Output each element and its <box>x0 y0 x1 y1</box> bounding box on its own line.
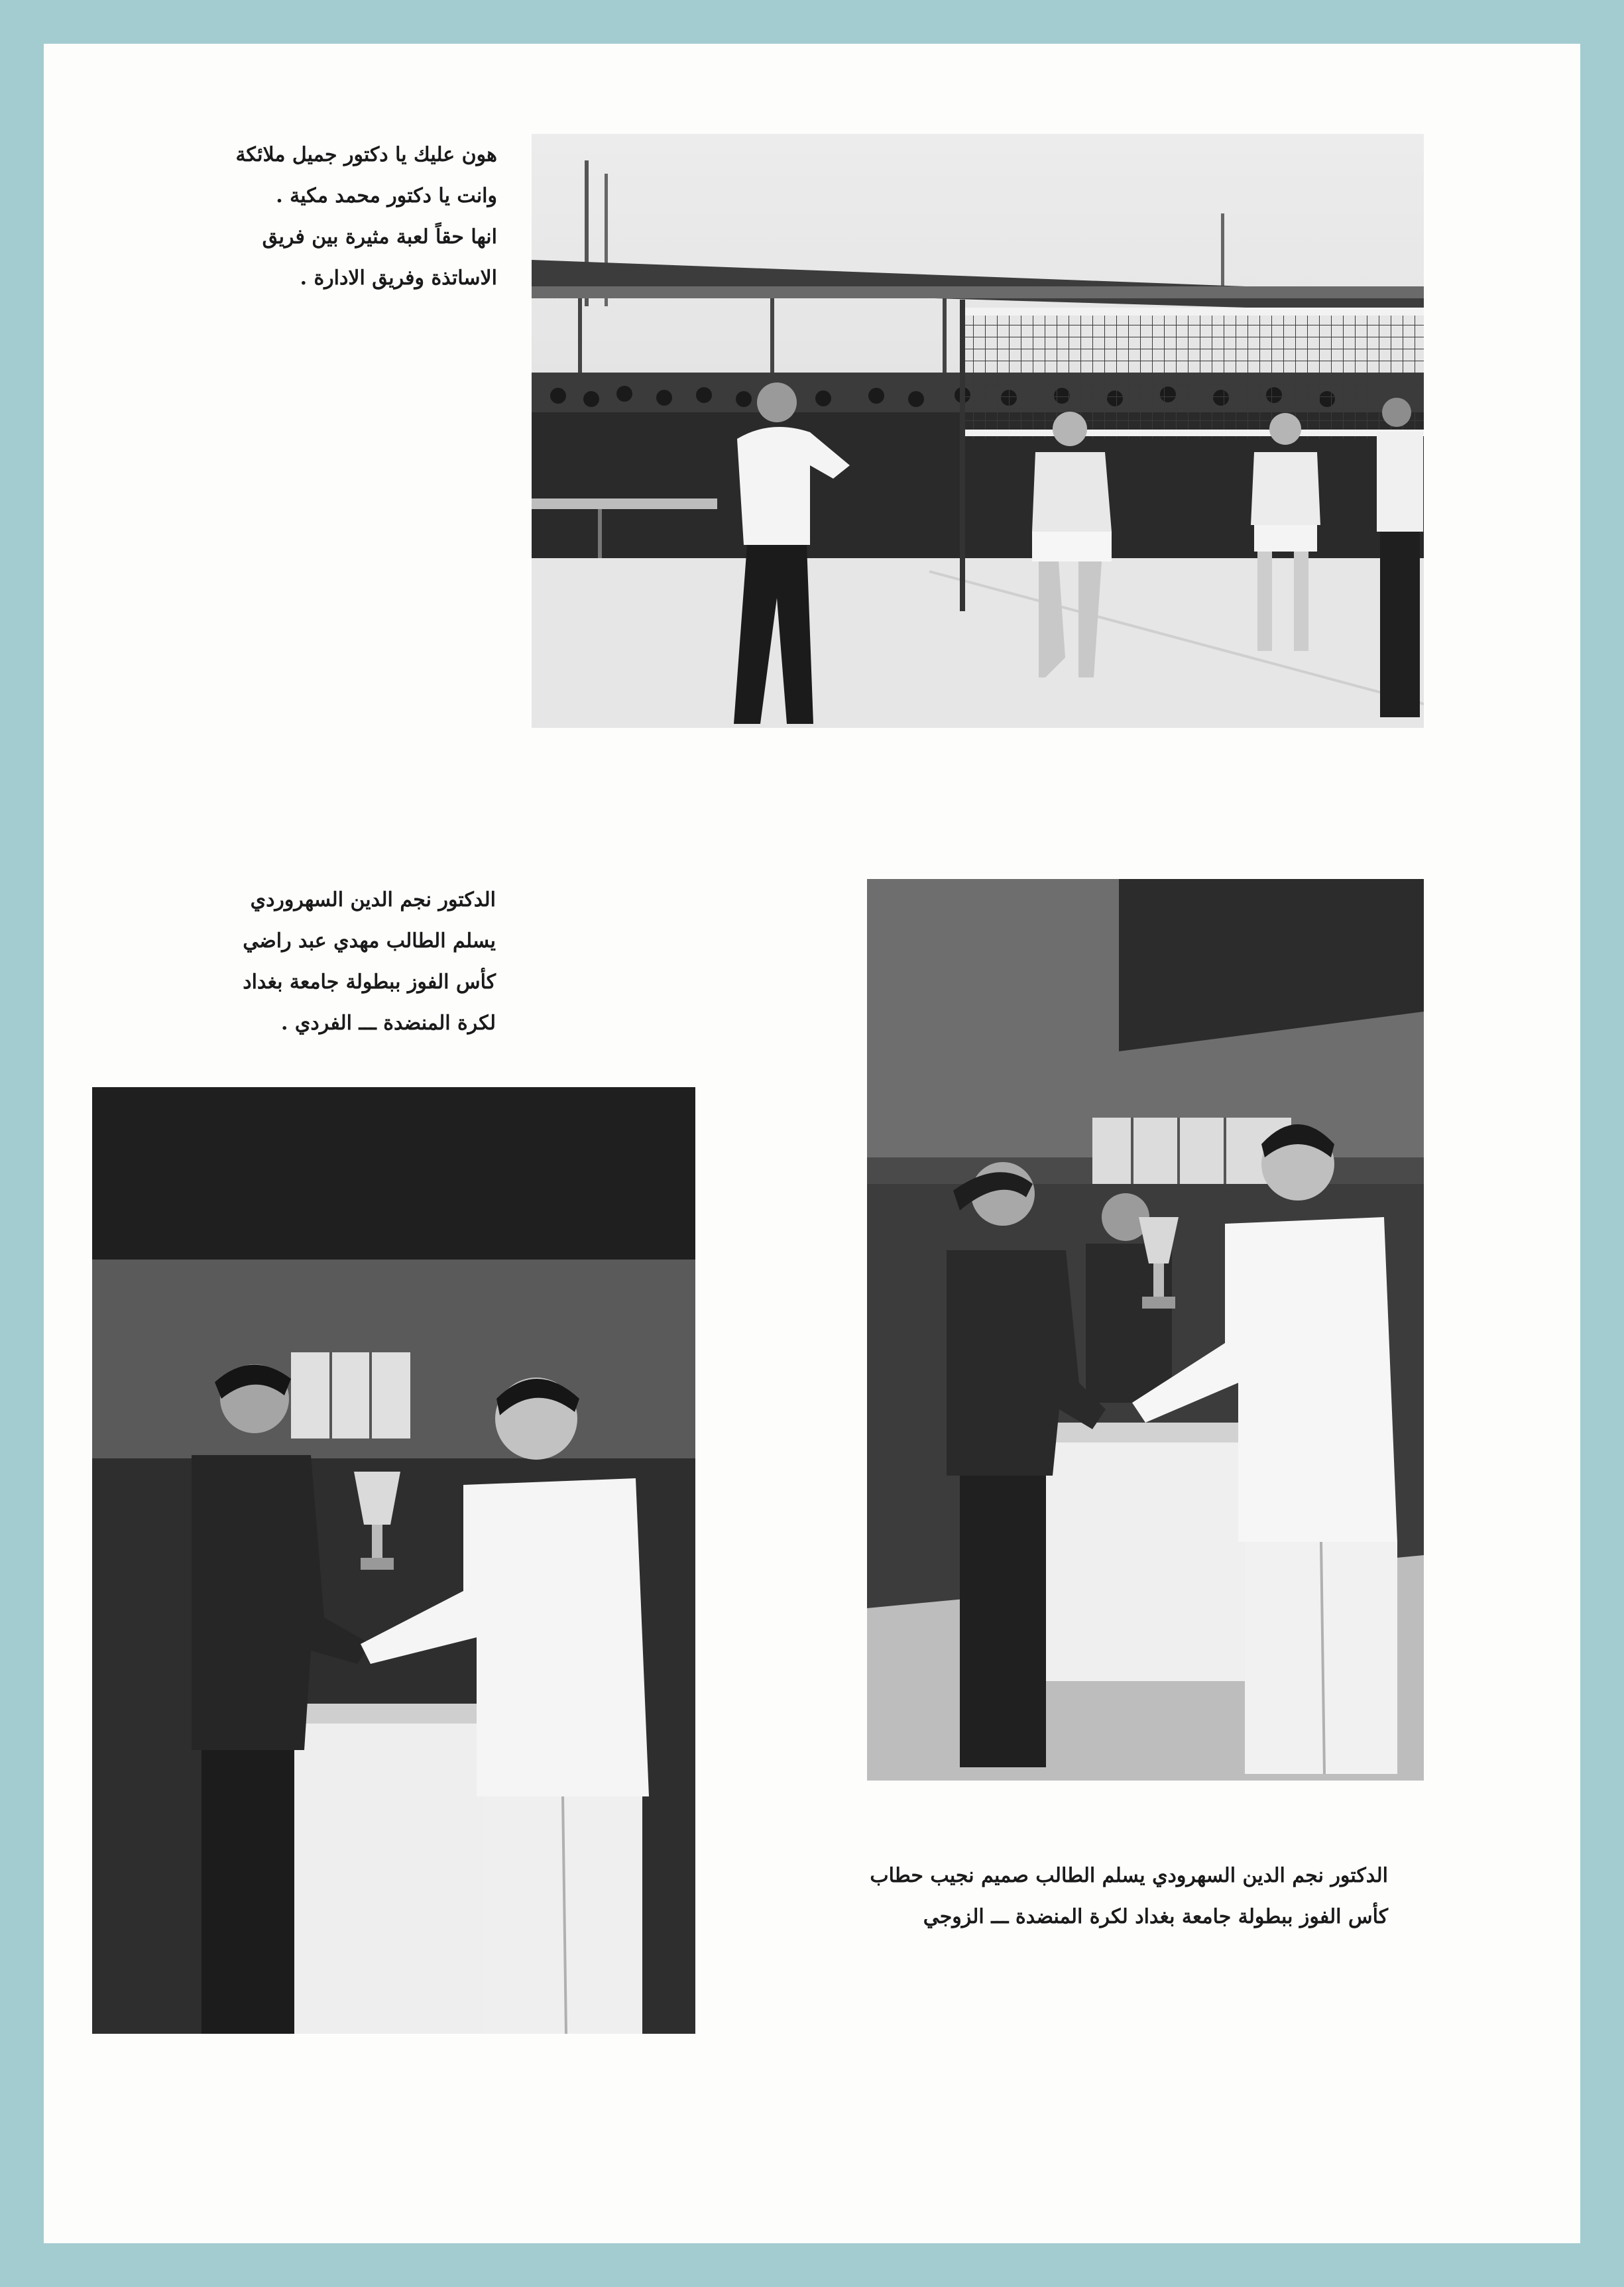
doubles-award-photo <box>867 879 1424 1781</box>
singles-award-caption <box>243 880 496 1044</box>
caption-line: وانت يا دكتور محمد مكية . <box>276 184 497 207</box>
singles-award-photo <box>92 1087 695 2034</box>
volleyball-photo <box>532 134 1424 728</box>
doubles-award-photo-image <box>867 879 1424 1781</box>
volleyball-photo-image <box>532 134 1424 728</box>
caption-line: لكرة المنضدة ـــ الفردي . <box>281 1012 496 1035</box>
caption-line: يسلم الطالب مهدي عبد راضي <box>243 929 496 953</box>
caption-line: الدكتور نجم الدين السهرودي يسلم الطالب صميم نجيب حطاب <box>870 1864 1388 1887</box>
doubles-award-caption <box>870 1855 1388 1938</box>
singles-award-photo-image <box>92 1087 695 2034</box>
caption-line: هون عليك يا دكتور جميل ملائكة <box>235 143 497 166</box>
caption-line: كأس الفوز ببطولة جامعة بغداد <box>243 970 496 994</box>
volleyball-caption <box>235 135 497 299</box>
caption-line: الاساتذة وفريق الادارة . <box>300 266 497 290</box>
caption-line: كأس الفوز ببطولة جامعة بغداد لكرة المنضدة ـــ الزوجي <box>923 1905 1388 1928</box>
album-page <box>44 44 1580 2243</box>
caption-line: الدكتور نجم الدين السهروردي <box>250 888 496 911</box>
caption-line: انها حقاً لعبة مثيرة بين فريق <box>262 225 497 249</box>
